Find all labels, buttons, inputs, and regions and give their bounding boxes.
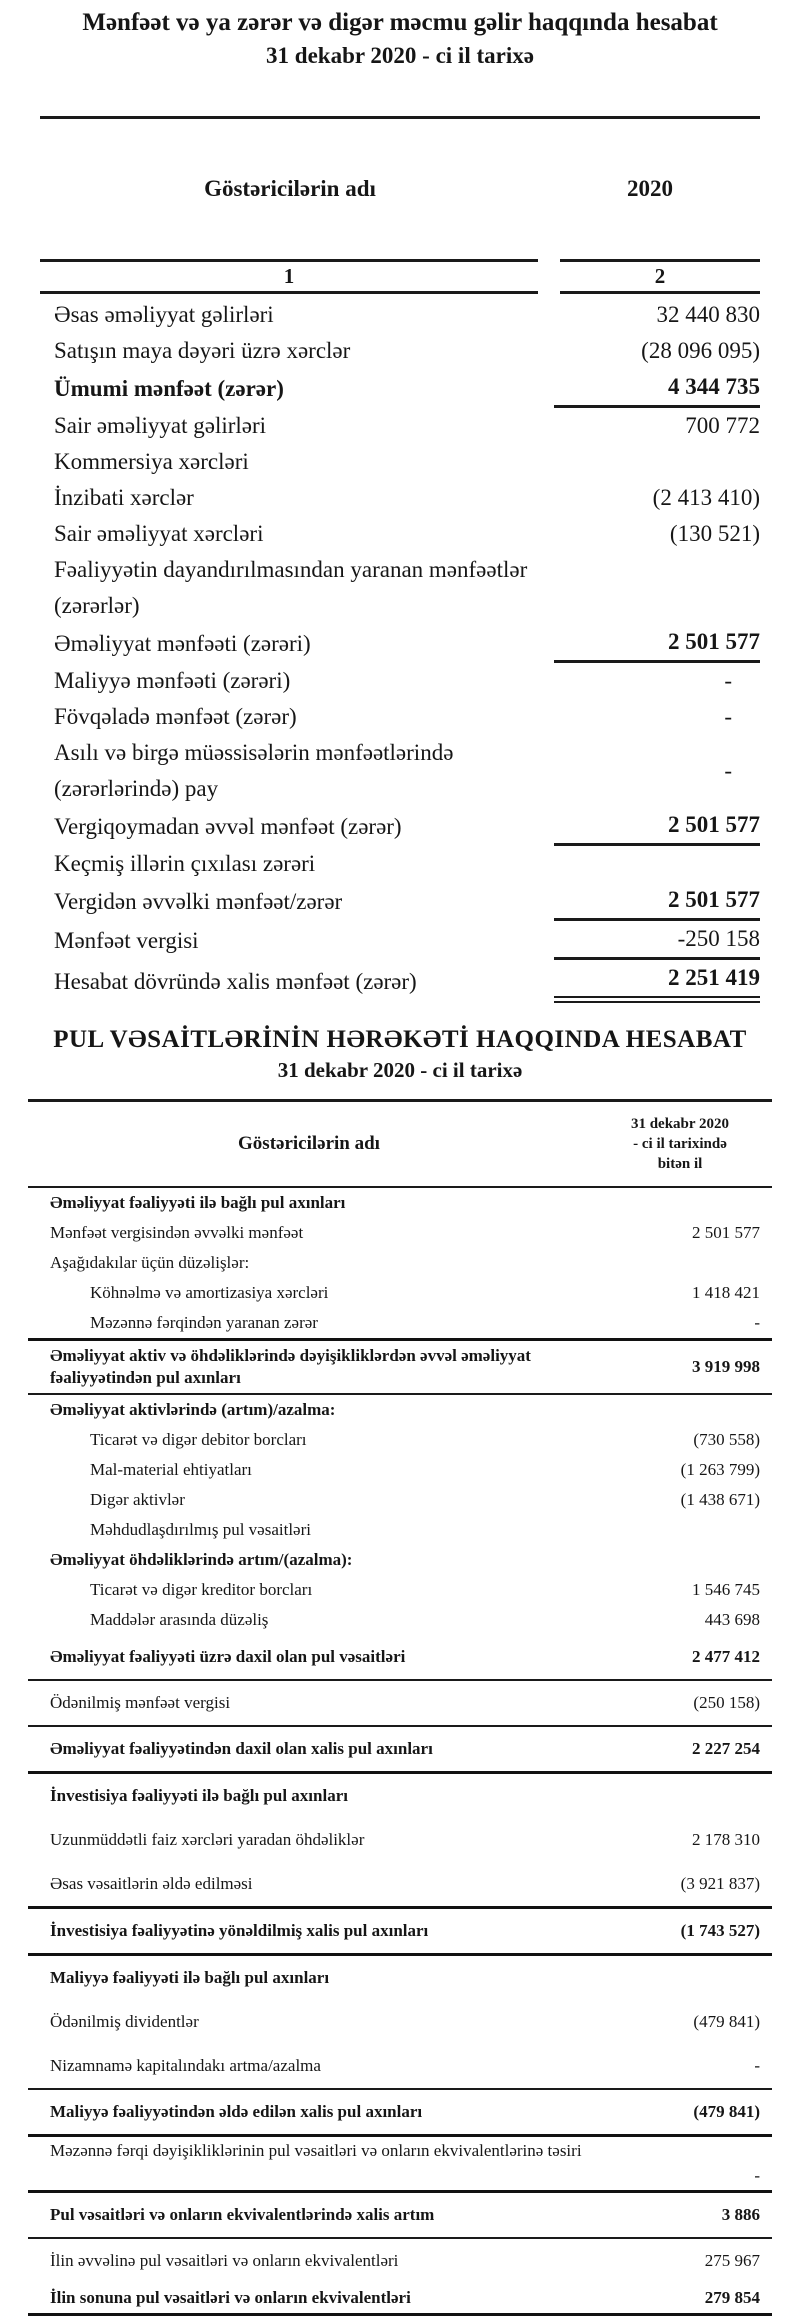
row-label: Məhdudlaşdırılmış pul vəsaitləri (90, 1520, 311, 1539)
row-label: Asılı və birgə müəssisələrin mənfəətlərində (zərərlərində) pay (54, 740, 454, 801)
income-table-subheader (40, 259, 760, 294)
table-row (40, 735, 760, 807)
row-value: 3 919 998 (692, 1357, 760, 1376)
income-table-header (40, 119, 760, 259)
table-row (28, 1395, 772, 1425)
table-row (40, 369, 760, 408)
row-label: Keçmiş illərin çıxılası zərəri (54, 851, 316, 876)
row-value: 2 501 577 (554, 807, 760, 846)
row-label: Fəaliyyətin dayandırılmasından yaranan mənfəətlər (zərərlər) (54, 557, 528, 618)
row-value: 2 501 577 (554, 624, 760, 663)
cash-flow-table (28, 1099, 772, 2316)
row-label: Kommersiya xərcləri (54, 449, 249, 474)
cash-flow-date: 31 dekabr 2020 - ci il tarixə (277, 1058, 523, 1082)
table-row (28, 1635, 772, 1681)
row-label: Əməliyyat fəaliyyəti üzrə daxil olan pul vəsaitləri (50, 1647, 406, 1666)
column-header-2020: 2020 (627, 176, 673, 201)
cash-flow-table-body (28, 1188, 772, 2316)
table-row (28, 1909, 772, 1956)
cash-flow-table-header (28, 1099, 772, 1188)
table-row (40, 699, 760, 735)
table-row (28, 2283, 772, 2316)
row-value: -250 158 (554, 921, 760, 960)
column-header-period (590, 1114, 772, 1174)
row-label: Məzənnə fərqindən yaranan zərər (90, 1313, 318, 1332)
row-label: İlin sonuna pul vəsaitləri və onların ekvivalentləri (50, 2288, 411, 2307)
table-row (28, 1425, 772, 1455)
row-label: Əsas vəsaitlərin əldə edilməsi (50, 1874, 253, 1893)
row-value: - (724, 704, 732, 729)
row-value: (3 921 837) (680, 1874, 760, 1893)
table-row (28, 2044, 772, 2090)
table-row (40, 921, 760, 960)
row-value: (250 158) (693, 1693, 760, 1712)
row-value: - (724, 758, 732, 783)
row-value: (2 413 410) (652, 485, 760, 510)
row-value: 32 440 830 (656, 302, 760, 327)
table-row (28, 2239, 772, 2283)
row-value: 1 418 421 (692, 1283, 760, 1302)
table-row (40, 444, 760, 480)
row-label: Sair əməliyyat xərcləri (54, 521, 264, 546)
row-value: (1 263 799) (680, 1460, 760, 1479)
row-label: Vergiqoymadan əvvəl mənfəət (zərər) (54, 813, 402, 839)
income-statement-title: Mənfəət və ya zərər və digər məcmu gəlir haqqında hesabat (82, 9, 718, 36)
table-row (28, 1455, 772, 1485)
row-label: İnvestisiya fəaliyyəti ilə bağlı pul axınları (50, 1786, 348, 1805)
row-value: - (754, 2166, 760, 2185)
row-value: 443 698 (704, 1610, 760, 1629)
row-value: 275 967 (704, 2251, 760, 2270)
row-value: (1 743 527) (680, 1921, 760, 1940)
table-row (28, 2193, 772, 2239)
table-row (28, 2090, 772, 2137)
table-row (40, 882, 760, 921)
row-label: Hesabat dövründə xalis mənfəət (zərər) (54, 968, 417, 994)
row-label: Əməliyyat fəaliyyətindən daxil olan xalis pul axınları (50, 1739, 433, 1758)
table-row (28, 1545, 772, 1575)
row-label: Əməliyyat fəaliyyəti ilə bağlı pul axınları (50, 1193, 346, 1212)
row-label: Fövqəladə mənfəət (zərər) (54, 704, 297, 729)
row-value: (1 438 671) (680, 1490, 760, 1509)
table-row (40, 624, 760, 663)
row-value: 2 477 412 (692, 1647, 760, 1666)
row-label: Satışın maya dəyəri üzrə xərclər (54, 338, 351, 363)
row-value: (28 096 095) (641, 338, 760, 363)
cash-flow-title-block (0, 1023, 800, 1085)
row-label: İlin əvvəlinə pul vəsaitləri və onların ekvivalentləri (50, 2251, 399, 2270)
table-row (28, 1862, 772, 1909)
row-label: İnzibati xərclər (54, 485, 194, 510)
row-value: (730 558) (693, 1430, 760, 1449)
row-label: Köhnəlmə və amortizasiya xərcləri (90, 1283, 329, 1302)
table-row (28, 1218, 772, 1248)
row-label: Mal-material ehtiyatları (90, 1460, 252, 1479)
table-row (28, 1308, 772, 1341)
period-line-1: 31 dekabr 2020 (630, 1116, 730, 1132)
row-value: 2 178 310 (692, 1830, 760, 1849)
row-label: İnvestisiya fəaliyyətinə yönəldilmiş xalis pul axınları (50, 1921, 429, 1940)
table-row (40, 480, 760, 516)
row-label: Əməliyyat aktivlərində (artım)/azalma: (50, 1400, 336, 1419)
table-row (40, 408, 760, 444)
table-row (28, 1278, 772, 1308)
table-row (40, 960, 760, 1003)
row-value: - (724, 668, 732, 693)
row-label: Vergidən əvvəlki mənfəət/zərər (54, 888, 343, 914)
row-label: Maddələr arasında düzəliş (90, 1610, 269, 1629)
table-row (28, 1605, 772, 1635)
column-number-1: 1 (40, 259, 538, 294)
table-row (40, 297, 760, 333)
row-label: Ticarət və digər kreditor borcları (90, 1580, 313, 1599)
income-statement-date: 31 dekabr 2020 - ci il tarixə (266, 43, 534, 68)
table-row (40, 516, 760, 552)
table-row (28, 1248, 772, 1278)
row-value: (479 841) (693, 2102, 760, 2121)
row-label: Əməliyyat mənfəəti (zərəri) (54, 630, 311, 656)
table-row (28, 1515, 772, 1545)
row-label: Digər aktivlər (90, 1490, 185, 1509)
row-value: 2 251 419 (554, 960, 760, 1003)
table-row (28, 2000, 772, 2044)
row-label: Əməliyyat öhdəliklərində artım/(azalma): (50, 1550, 353, 1569)
table-row (28, 1774, 772, 1818)
row-value: 3 886 (721, 2205, 760, 2224)
cash-flow-title: PUL VƏSAİTLƏRİNİN HƏRƏKƏTİ HAQQINDA HESABAT (53, 1026, 747, 1053)
column-number-2: 2 (560, 259, 760, 294)
row-label: Əsas əməliyyat gəlirləri (54, 302, 274, 327)
row-label: Uzunmüddətli faiz xərcləri yaradan öhdəliklər (50, 1830, 365, 1849)
row-value: 4 344 735 (554, 369, 760, 408)
table-row (40, 663, 760, 699)
column-header-indicators: Göstəricilərin adı (238, 1133, 380, 1154)
row-label: Sair əməliyyat gəlirləri (54, 413, 267, 438)
row-value: 700 772 (685, 413, 760, 438)
table-row (40, 552, 760, 624)
row-value: 2 227 254 (692, 1739, 760, 1758)
row-label: Pul vəsaitləri və onların ekvivalentlərində xalis artım (50, 2205, 435, 2224)
row-value: 2 501 577 (692, 1223, 760, 1242)
row-value: 2 501 577 (554, 882, 760, 921)
table-row (28, 1188, 772, 1218)
row-label: Mənfəət vergisi (54, 927, 199, 953)
period-line-2: - ci il tarixində (633, 1136, 727, 1152)
table-row (40, 846, 760, 882)
row-value: - (754, 2056, 760, 2075)
table-row (40, 807, 760, 846)
table-row (28, 1818, 772, 1862)
row-value: - (754, 1313, 760, 1332)
row-label: Nizamnamə kapitalındakı artma/azalma (50, 2056, 321, 2075)
row-label: Maliyyə fəaliyyəti ilə bağlı pul axınları (50, 1968, 330, 1987)
table-row (28, 1956, 772, 2000)
table-row (40, 333, 760, 369)
row-label: Mənfəət vergisindən əvvəlki mənfəət (50, 1223, 304, 1242)
row-value: 279 854 (704, 2288, 760, 2307)
row-label: Maliyyə fəaliyyətindən əldə edilən xalis pul axınları (50, 2102, 423, 2121)
income-statement-title-block (0, 0, 800, 72)
table-row (28, 1485, 772, 1515)
row-label: Aşağıdakılar üçün düzəlişlər: (50, 1253, 250, 1272)
income-table-body (40, 294, 760, 1003)
row-label: Ödənilmiş dividentlər (50, 2012, 199, 2031)
row-value: 1 546 745 (692, 1580, 760, 1599)
income-statement-table (40, 116, 760, 1003)
table-row (28, 1575, 772, 1605)
row-label: Ticarət və digər debitor borcları (90, 1430, 307, 1449)
column-header-indicators: Göstəricilərin adı (204, 176, 376, 201)
period-line-3: bitən il (657, 1156, 703, 1172)
table-row (28, 1341, 772, 1395)
row-value: (479 841) (693, 2012, 760, 2031)
row-value: (130 521) (669, 521, 760, 546)
row-label: Əməliyyat aktiv və öhdəliklərində dəyişikliklərdən əvvəl əməliyyat fəaliyyətindən pul axınları (50, 1346, 531, 1387)
row-label: Maliyyə mənfəəti (zərəri) (54, 668, 291, 693)
row-label: Ödənilmiş mənfəət vergisi (50, 1693, 231, 1712)
row-label: Məzənnə fərqi dəyişikliklərinin pul vəsaitləri və onların ekvivalentlərinə təsiri (50, 2141, 582, 2160)
table-row (28, 1727, 772, 1774)
table-row (28, 2137, 772, 2193)
row-label: Ümumi mənfəət (zərər) (54, 375, 284, 401)
table-row (28, 1681, 772, 1727)
